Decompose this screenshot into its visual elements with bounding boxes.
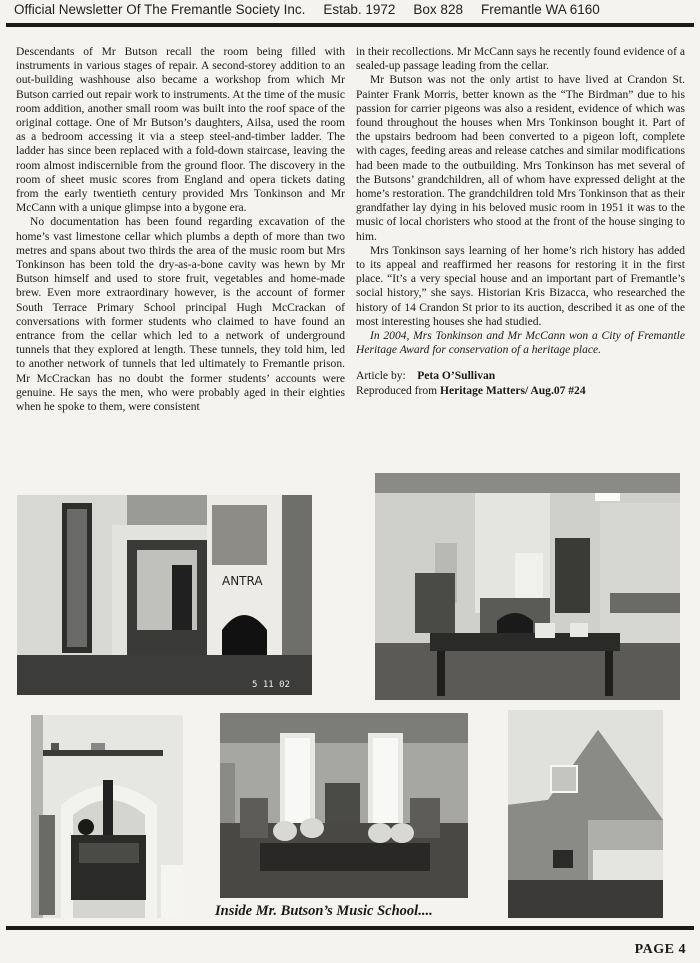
photo-music-room [220, 713, 468, 898]
paragraph: Mrs Tonkinson says learning of her home’s rich history has added to its appeal and reaffirmed her reasons for restoring it in the first place. “It’s a very special house and an important part of Fremantle’s social history,” she says. Historian Kris Bizacca, who researched the history of 14 Crandon St prior to its auction, described it as one of the most interesting houses she had studied. [356, 244, 685, 328]
photo-derelict-room [17, 495, 312, 695]
paragraph: in their recollections. Mr McCann says he recently found evidence of a sealed-up passage leading from the cellar. [356, 46, 685, 73]
reproduced-label: Reproduced from [356, 384, 438, 397]
source: Heritage Matters/ Aug.07 #24 [440, 384, 586, 397]
graffiti-text: ANTRA [222, 574, 263, 588]
newsletter-title: Official Newsletter Of The Fremantle Society Inc. [14, 2, 306, 17]
date-stamp: 5 11 02 [252, 680, 290, 690]
header-rule [6, 23, 694, 27]
author: Peta O’Sullivan [417, 370, 496, 383]
paragraph: Descendants of Mr Butson recall the room being filled with instruments in various stages of repair. A second-storey addition to an out-building washhouse also became a workshop from which Mr Butson carried out repair work to instruments. At the time of the music room addition, another small room was built into the roof space of the original cottage. One of Mr Butson’s daughters, Ailsa, used the room as a bedroom accessing it via a steep steel-and-timber ladder. The ladder has since been replaced with a fold-down staircase, leaving the room almost indiscernible from the ground floor. The discovery in the room of sheet music scores from England and opera tickets dating from the early twentieth century provided Mrs Tonkinson and Mr McCann with a unique glimpse into a bygone era. [16, 46, 345, 215]
established: Estab. 1972 [323, 2, 396, 17]
location: Fremantle WA 6160 [480, 2, 600, 17]
paragraph: No documentation has been found regarding excavation of the home’s vast limestone cellar which plumbs a depth of more than two metres and spans about two thirds the area of the music room but Mrs Tonkinson has been told the dry-as-a-bone cavity was hewn by Mr Butson himself and used to store fruit, vegetables and home-made brew. Even more extraordinary however, is the account of former South Terrace Primary School principal Hugh McCrackan of conversations with former students who claimed to have found an entrance from the cellar which led to a network of underground tunnels that they explored at length. These tunnels, they told him, led to another network of tunnels that led ultimately to Fremantle prison. Mr McCrackan has no doubt the former students’ accounts were genuine. He says the men, who were probably aged in their eighties when he spoke to them, were consistent [16, 216, 345, 414]
box-number: Box 828 [413, 2, 463, 17]
newsletter-header [14, 2, 690, 22]
award-note: In 2004, Mrs Tonkinson and Mr McCann won a City of Fremantle Heritage Award for conservation of a heritage place. [356, 330, 685, 357]
left-column [16, 45, 345, 414]
photo-restored-kitchen [375, 473, 680, 700]
article-by-label: Article by: [356, 370, 406, 383]
footer-rule [6, 926, 694, 930]
photo-caption: Inside Mr. Butson’s Music School.... [215, 903, 433, 919]
article-credits [356, 369, 685, 397]
right-column [356, 45, 685, 398]
page-number: PAGE 4 [634, 942, 686, 957]
paragraph: Mr Butson was not the only artist to have lived at Crandon St. Painter Frank Morris, better known as the “The Birdman” due to his passion for carrier pigeons was also a resident, evidence of which was found throughout the houses when Mrs Tonkinson bought it. Part of the upstairs bedroom had been converted to a pigeon loft, complete with cages, feeding areas and release catches and similar modifications had been made to the outbuilding. Mrs Tonkinson has met several of the Butsons’ grandchildren, all of whom have expressed delight at the home’s restoration. The grandchildren told Mrs Tonkinson that as their grandfather lay dying in his beloved music room in 1951 it was to the music of local choristers who stood at the front of the house singing to him. [356, 74, 685, 243]
photo-attic-bedroom [508, 710, 663, 918]
photo-fireplace-stove [31, 715, 183, 918]
